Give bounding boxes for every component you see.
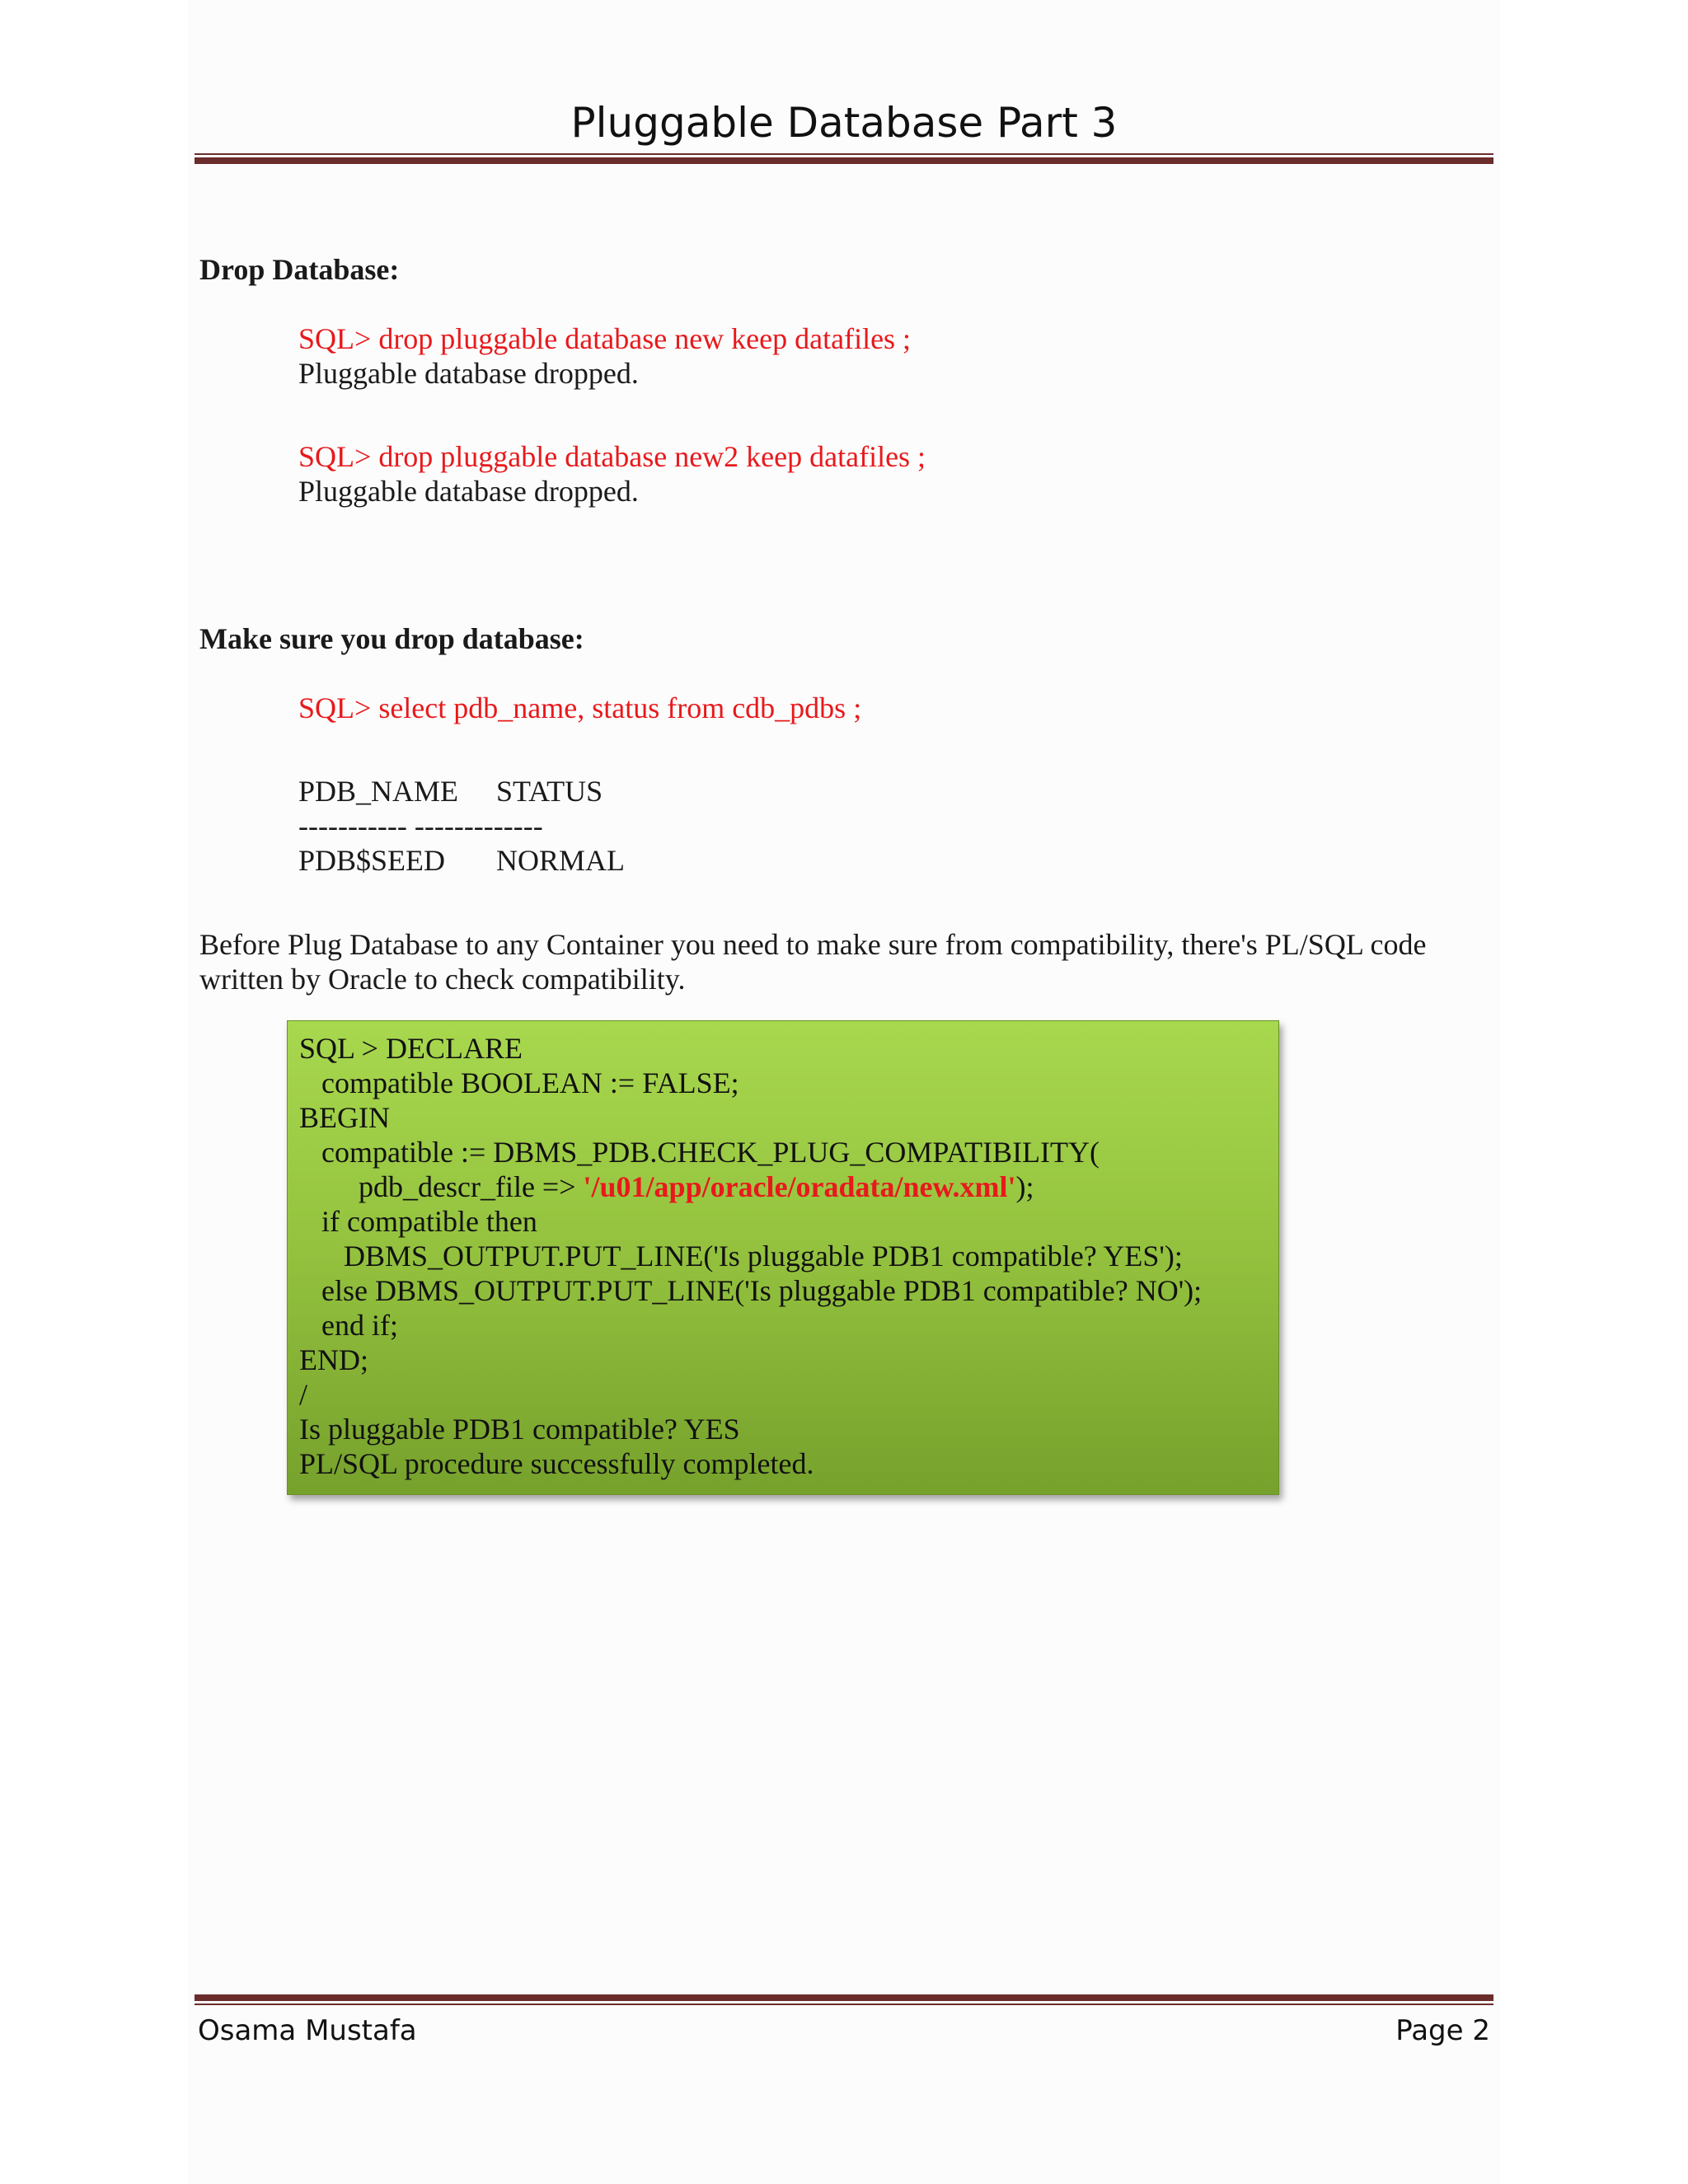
code-line: DBMS_OUTPUT.PUT_LINE('Is pluggable PDB1 compatible? YES'); xyxy=(299,1240,1183,1272)
code-line: compatible BOOLEAN := FALSE; xyxy=(299,1066,739,1099)
sql-command-drop-new: SQL> drop pluggable database new keep datafiles ; xyxy=(298,322,912,355)
table-separator: ----------- ------------- xyxy=(298,809,543,842)
code-line: SQL > DECLARE xyxy=(299,1032,523,1065)
code-line: else DBMS_OUTPUT.PUT_LINE('Is pluggable PDB1 compatible? NO'); xyxy=(299,1274,1203,1307)
sql-command-select-pdbs: SQL> select pdb_name, status from cdb_pdbs ; xyxy=(298,691,862,724)
footer-rule-thick xyxy=(195,1994,1493,2001)
code-text: pdb_descr_file => xyxy=(299,1170,584,1203)
verify-drop-heading: Make sure you drop database: xyxy=(199,622,584,655)
footer-author: Osama Mustafa xyxy=(198,2014,417,2047)
code-line: if compatible then xyxy=(299,1205,537,1238)
table-cell-pdb-name: PDB$SEED xyxy=(298,844,446,877)
code-output-line: PL/SQL procedure successfully completed. xyxy=(299,1447,814,1480)
compatibility-paragraph: Before Plug Database to any Container you need to make sure from compatibility, there's PL/SQL code written by Oracle to check compatibility. xyxy=(199,928,1427,996)
header-rule-thin xyxy=(195,153,1493,155)
footer-rule-thin xyxy=(195,2004,1493,2005)
code-line: end if; xyxy=(299,1309,398,1342)
drop-database-heading: Drop Database: xyxy=(199,253,400,286)
code-output-line: Is pluggable PDB1 compatible? YES xyxy=(299,1413,740,1446)
table-cell-status: NORMAL xyxy=(496,844,626,877)
page-header-title: Pluggable Database Part 3 xyxy=(570,99,1118,147)
code-line: compatible := DBMS_PDB.CHECK_PLUG_COMPATIBILITY( xyxy=(299,1136,1100,1169)
code-line-descr-file xyxy=(299,1169,1034,1204)
plsql-code-box xyxy=(287,1020,1279,1495)
code-line: BEGIN xyxy=(299,1101,390,1134)
table-header-pdb-name: PDB_NAME xyxy=(298,775,459,808)
code-line: / xyxy=(299,1378,308,1411)
header-rule-thick xyxy=(195,157,1493,164)
sql-command-drop-new2: SQL> drop pluggable database new2 keep datafiles ; xyxy=(298,440,926,473)
footer-page-number: Page 2 xyxy=(1395,2014,1490,2047)
xml-file-path: '/u01/app/oracle/oradata/new.xml' xyxy=(583,1170,1016,1203)
table-header-status: STATUS xyxy=(496,775,603,808)
sql-result-drop-new2: Pluggable database dropped. xyxy=(298,475,639,508)
code-line: END; xyxy=(299,1343,368,1376)
sql-result-drop-new: Pluggable database dropped. xyxy=(298,357,639,390)
code-text: ); xyxy=(1015,1170,1034,1203)
